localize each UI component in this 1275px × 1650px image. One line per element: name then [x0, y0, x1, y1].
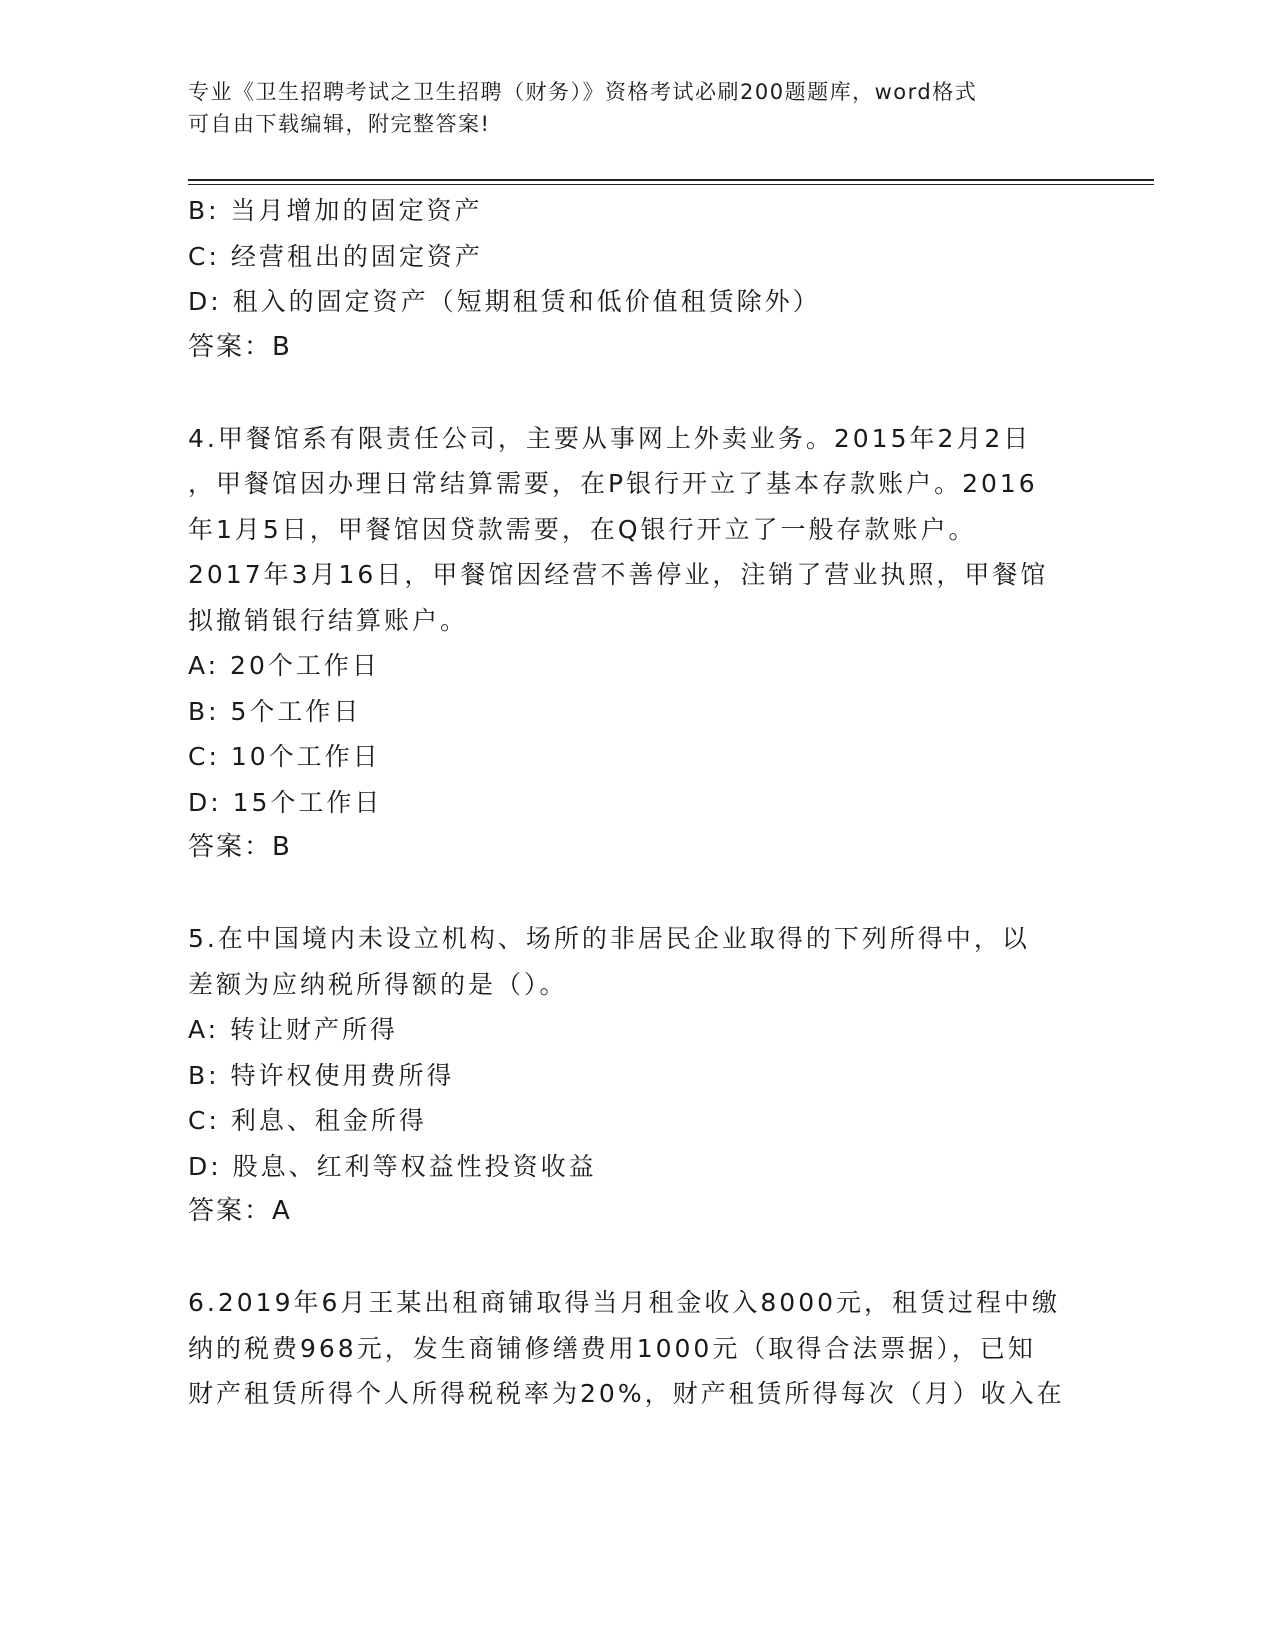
page-header	[188, 76, 1068, 140]
option-d: D: 租入的固定资产（短期租赁和低价值租赁除外）	[188, 287, 821, 316]
header-title-line-2: 可自由下载编辑，附完整答案!	[188, 112, 491, 136]
question-stem-line: 财产租赁所得个人所得税税率为20%，财产租赁所得每次（月）收入在	[188, 1379, 1065, 1408]
spacer	[188, 370, 1088, 416]
question-stem-line: 拟撤销银行结算账户。	[188, 605, 469, 635]
option-b: B: 5个工作日	[188, 696, 362, 726]
question-3-tail	[188, 188, 1088, 370]
question-5	[188, 916, 1088, 1235]
answer-line: 答案：B	[188, 331, 292, 362]
header-title-line-1: 专业《卫生招聘考试之卫生招聘（财务）》资格考试必刷200题题库，word格式	[188, 80, 978, 104]
option-a: A: 转让财产所得	[188, 1015, 399, 1044]
question-stem-line: ，甲餐馆因办理日常结算需要，在P银行开立了基本存款账户。2016	[188, 469, 1038, 498]
option-c: C: 经营租出的固定资产	[188, 241, 483, 271]
document-body	[188, 188, 1088, 1417]
question-stem-line: 4.甲餐馆系有限责任公司，主要从事网上外卖业务。2015年2月2日	[188, 423, 1032, 453]
answer-line: 答案：A	[188, 1196, 292, 1226]
question-stem-line: 5.在中国境内未设立机构、场所的非居民企业取得的下列所得中，以	[188, 924, 1030, 953]
question-stem-line: 差额为应纳税所得额的是（）。	[188, 969, 568, 999]
option-a: A: 20个工作日	[188, 651, 380, 680]
question-stem-line: 纳的税费968元，发生商铺修缮费用1000元（取得合法票据），已知	[188, 1333, 1036, 1363]
question-6	[188, 1280, 1088, 1417]
option-d: D: 15个工作日	[188, 787, 383, 817]
header-divider-thick	[188, 179, 1154, 181]
option-b: B: 当月增加的固定资产	[188, 196, 483, 225]
question-stem-line: 2017年3月16日，甲餐馆因经营不善停业，注销了营业执照，甲餐馆	[188, 560, 1049, 589]
question-stem-line: 6.2019年6月王某出租商铺取得当月租金收入8000元，租赁过程中缴	[188, 1288, 1061, 1317]
option-d: D: 股息、红利等权益性投资收益	[188, 1151, 597, 1181]
option-b: B: 特许权使用费所得	[188, 1060, 455, 1090]
header-divider-thin	[188, 184, 1154, 185]
option-c: C: 利息、租金所得	[188, 1106, 427, 1135]
option-c: C: 10个工作日	[188, 742, 381, 771]
spacer	[188, 871, 1088, 917]
answer-line: 答案：B	[188, 832, 292, 862]
question-stem-line: 年1月5日，甲餐馆因贷款需要，在Q银行开立了一般存款账户。	[188, 514, 977, 544]
question-4	[188, 416, 1088, 871]
spacer	[188, 1235, 1088, 1281]
